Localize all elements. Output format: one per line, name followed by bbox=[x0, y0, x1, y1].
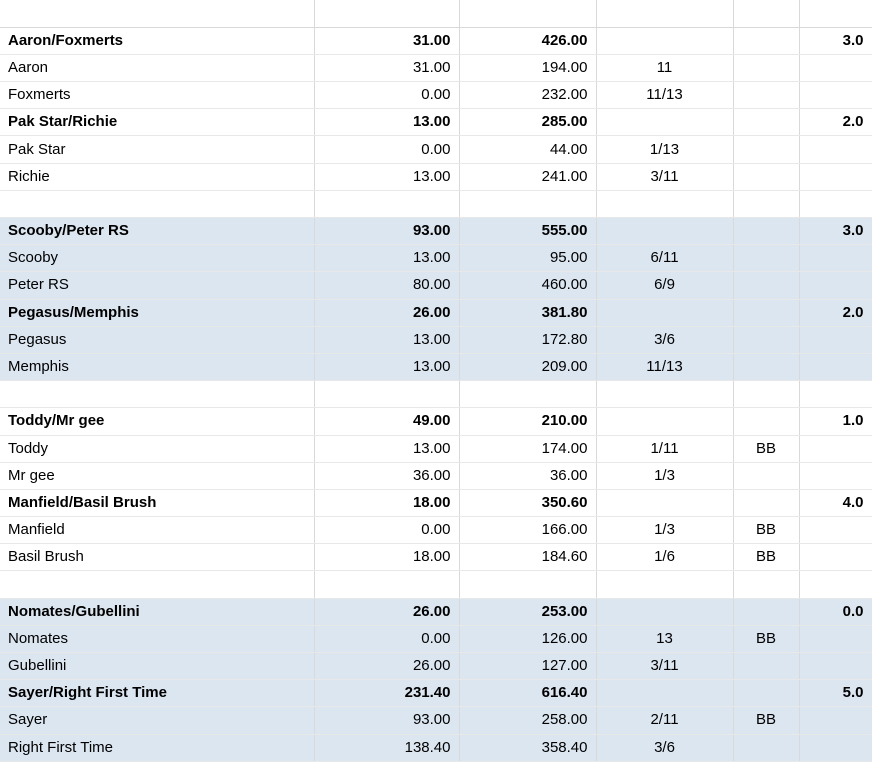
cell-selection[interactable] bbox=[0, 190, 314, 217]
cell-odds[interactable]: 1/13 bbox=[596, 136, 733, 163]
cell-flag[interactable] bbox=[733, 272, 799, 299]
cell-returns[interactable]: 127.00 bbox=[459, 653, 596, 680]
table-row-group[interactable] bbox=[0, 109, 872, 136]
cell-selection[interactable]: Richie bbox=[0, 163, 314, 190]
cell-odds[interactable]: 11/13 bbox=[596, 353, 733, 380]
cell-returns[interactable]: 253.00 bbox=[459, 598, 596, 625]
cell-odds[interactable] bbox=[596, 299, 733, 326]
cell-points[interactable]: 3.0 bbox=[799, 218, 872, 245]
cell-stake[interactable]: 13.00 bbox=[314, 353, 459, 380]
cell-returns[interactable]: 184.60 bbox=[459, 544, 596, 571]
cell-flag[interactable] bbox=[733, 136, 799, 163]
cell-points[interactable] bbox=[799, 462, 872, 489]
cell-stake[interactable]: 36.00 bbox=[314, 462, 459, 489]
cell-selection[interactable] bbox=[0, 0, 314, 27]
cell-returns[interactable]: 555.00 bbox=[459, 218, 596, 245]
cell-selection[interactable]: Scooby bbox=[0, 245, 314, 272]
cell-selection[interactable]: Toddy/Mr gee bbox=[0, 408, 314, 435]
cell-stake[interactable] bbox=[314, 190, 459, 217]
cell-points[interactable] bbox=[799, 544, 872, 571]
cell-points[interactable] bbox=[799, 245, 872, 272]
cell-selection[interactable]: Mr gee bbox=[0, 462, 314, 489]
cell-stake[interactable]: 26.00 bbox=[314, 598, 459, 625]
cell-selection[interactable]: Right First Time bbox=[0, 734, 314, 761]
table-row[interactable] bbox=[0, 653, 872, 680]
cell-points[interactable]: 4.0 bbox=[799, 489, 872, 516]
cell-odds[interactable]: 11/13 bbox=[596, 82, 733, 109]
cell-selection[interactable]: Foxmerts bbox=[0, 82, 314, 109]
table-row[interactable] bbox=[0, 82, 872, 109]
table-row[interactable] bbox=[0, 353, 872, 380]
cell-returns[interactable]: 174.00 bbox=[459, 435, 596, 462]
cell-odds[interactable] bbox=[596, 27, 733, 54]
cell-points[interactable]: 2.0 bbox=[799, 109, 872, 136]
cell-selection[interactable]: Aaron bbox=[0, 54, 314, 81]
cell-selection[interactable]: Pak Star bbox=[0, 136, 314, 163]
table-row[interactable] bbox=[0, 163, 872, 190]
cell-returns[interactable]: 209.00 bbox=[459, 353, 596, 380]
cell-selection[interactable]: Pegasus/Memphis bbox=[0, 299, 314, 326]
cell-returns[interactable]: 426.00 bbox=[459, 27, 596, 54]
cell-selection[interactable] bbox=[0, 381, 314, 408]
cell-flag[interactable] bbox=[733, 353, 799, 380]
table-row[interactable] bbox=[0, 517, 872, 544]
cell-points[interactable] bbox=[799, 734, 872, 761]
cell-flag[interactable] bbox=[733, 109, 799, 136]
cell-flag[interactable]: BB bbox=[733, 544, 799, 571]
table-row-spacer[interactable] bbox=[0, 0, 872, 27]
cell-flag[interactable] bbox=[733, 163, 799, 190]
cell-flag[interactable] bbox=[733, 598, 799, 625]
table-row-group[interactable] bbox=[0, 218, 872, 245]
cell-flag[interactable] bbox=[733, 326, 799, 353]
cell-returns[interactable] bbox=[459, 571, 596, 598]
cell-odds[interactable] bbox=[596, 218, 733, 245]
cell-points[interactable] bbox=[799, 653, 872, 680]
cell-points[interactable]: 5.0 bbox=[799, 680, 872, 707]
cell-odds[interactable]: 11 bbox=[596, 54, 733, 81]
cell-selection[interactable]: Nomates/Gubellini bbox=[0, 598, 314, 625]
table-row[interactable] bbox=[0, 245, 872, 272]
cell-points[interactable] bbox=[799, 707, 872, 734]
cell-odds[interactable] bbox=[596, 598, 733, 625]
cell-selection[interactable]: Memphis bbox=[0, 353, 314, 380]
table-row-group[interactable] bbox=[0, 299, 872, 326]
cell-stake[interactable]: 0.00 bbox=[314, 625, 459, 652]
cell-returns[interactable]: 95.00 bbox=[459, 245, 596, 272]
table-row[interactable] bbox=[0, 326, 872, 353]
cell-returns[interactable]: 460.00 bbox=[459, 272, 596, 299]
cell-stake[interactable]: 49.00 bbox=[314, 408, 459, 435]
table-row[interactable] bbox=[0, 544, 872, 571]
cell-returns[interactable] bbox=[459, 190, 596, 217]
table-row-group[interactable] bbox=[0, 408, 872, 435]
cell-odds[interactable]: 3/6 bbox=[596, 326, 733, 353]
cell-odds[interactable]: 3/11 bbox=[596, 163, 733, 190]
cell-returns[interactable]: 36.00 bbox=[459, 462, 596, 489]
cell-stake[interactable] bbox=[314, 571, 459, 598]
cell-points[interactable] bbox=[799, 381, 872, 408]
cell-points[interactable] bbox=[799, 326, 872, 353]
cell-returns[interactable]: 194.00 bbox=[459, 54, 596, 81]
table-row-spacer[interactable] bbox=[0, 381, 872, 408]
table-row[interactable] bbox=[0, 734, 872, 761]
table-row[interactable] bbox=[0, 272, 872, 299]
cell-returns[interactable]: 172.80 bbox=[459, 326, 596, 353]
cell-returns[interactable]: 126.00 bbox=[459, 625, 596, 652]
cell-points[interactable] bbox=[799, 163, 872, 190]
cell-stake[interactable]: 138.40 bbox=[314, 734, 459, 761]
table-row-group[interactable] bbox=[0, 598, 872, 625]
cell-stake[interactable]: 26.00 bbox=[314, 653, 459, 680]
cell-points[interactable]: 0.0 bbox=[799, 598, 872, 625]
cell-stake[interactable]: 31.00 bbox=[314, 54, 459, 81]
cell-flag[interactable] bbox=[733, 218, 799, 245]
cell-selection[interactable]: Sayer bbox=[0, 707, 314, 734]
cell-flag[interactable]: BB bbox=[733, 517, 799, 544]
cell-stake[interactable]: 0.00 bbox=[314, 82, 459, 109]
cell-points[interactable]: 2.0 bbox=[799, 299, 872, 326]
cell-odds[interactable]: 1/3 bbox=[596, 517, 733, 544]
cell-stake[interactable]: 80.00 bbox=[314, 272, 459, 299]
cell-returns[interactable]: 358.40 bbox=[459, 734, 596, 761]
cell-returns[interactable]: 166.00 bbox=[459, 517, 596, 544]
cell-odds[interactable] bbox=[596, 680, 733, 707]
cell-points[interactable] bbox=[799, 353, 872, 380]
table-row-group[interactable] bbox=[0, 489, 872, 516]
cell-stake[interactable] bbox=[314, 381, 459, 408]
cell-odds[interactable] bbox=[596, 489, 733, 516]
table-row-spacer[interactable] bbox=[0, 190, 872, 217]
cell-stake[interactable]: 13.00 bbox=[314, 326, 459, 353]
cell-returns[interactable] bbox=[459, 0, 596, 27]
cell-stake[interactable]: 13.00 bbox=[314, 245, 459, 272]
table-row[interactable] bbox=[0, 136, 872, 163]
cell-odds[interactable]: 3/11 bbox=[596, 653, 733, 680]
cell-odds[interactable]: 3/6 bbox=[596, 734, 733, 761]
cell-returns[interactable]: 232.00 bbox=[459, 82, 596, 109]
cell-stake[interactable]: 93.00 bbox=[314, 707, 459, 734]
cell-points[interactable] bbox=[799, 435, 872, 462]
cell-points[interactable]: 3.0 bbox=[799, 27, 872, 54]
cell-points[interactable] bbox=[799, 625, 872, 652]
cell-odds[interactable] bbox=[596, 408, 733, 435]
cell-selection[interactable]: Peter RS bbox=[0, 272, 314, 299]
cell-points[interactable] bbox=[799, 54, 872, 81]
table-row-spacer[interactable] bbox=[0, 571, 872, 598]
cell-flag[interactable] bbox=[733, 680, 799, 707]
cell-flag[interactable] bbox=[733, 299, 799, 326]
table-row[interactable] bbox=[0, 54, 872, 81]
cell-flag[interactable] bbox=[733, 489, 799, 516]
cell-flag[interactable] bbox=[733, 462, 799, 489]
cell-flag[interactable] bbox=[733, 381, 799, 408]
table-row[interactable] bbox=[0, 707, 872, 734]
cell-odds[interactable] bbox=[596, 571, 733, 598]
cell-flag[interactable] bbox=[733, 245, 799, 272]
cell-flag[interactable] bbox=[733, 571, 799, 598]
table-row[interactable] bbox=[0, 625, 872, 652]
cell-points[interactable] bbox=[799, 136, 872, 163]
cell-points[interactable] bbox=[799, 272, 872, 299]
cell-points[interactable] bbox=[799, 0, 872, 27]
cell-stake[interactable]: 18.00 bbox=[314, 544, 459, 571]
cell-selection[interactable]: Sayer/Right First Time bbox=[0, 680, 314, 707]
table-row-group[interactable] bbox=[0, 27, 872, 54]
cell-flag[interactable] bbox=[733, 82, 799, 109]
cell-flag[interactable]: BB bbox=[733, 435, 799, 462]
cell-odds[interactable]: 1/6 bbox=[596, 544, 733, 571]
cell-returns[interactable] bbox=[459, 381, 596, 408]
cell-returns[interactable]: 616.40 bbox=[459, 680, 596, 707]
cell-odds[interactable] bbox=[596, 109, 733, 136]
table-row[interactable] bbox=[0, 435, 872, 462]
cell-stake[interactable]: 26.00 bbox=[314, 299, 459, 326]
cell-odds[interactable] bbox=[596, 381, 733, 408]
cell-flag[interactable] bbox=[733, 734, 799, 761]
cell-odds[interactable] bbox=[596, 190, 733, 217]
cell-stake[interactable]: 0.00 bbox=[314, 136, 459, 163]
cell-flag[interactable] bbox=[733, 408, 799, 435]
cell-points[interactable] bbox=[799, 190, 872, 217]
cell-odds[interactable] bbox=[596, 0, 733, 27]
cell-selection[interactable]: Manfield/Basil Brush bbox=[0, 489, 314, 516]
cell-flag[interactable] bbox=[733, 27, 799, 54]
cell-points[interactable] bbox=[799, 82, 872, 109]
cell-selection[interactable] bbox=[0, 571, 314, 598]
cell-selection[interactable]: Pegasus bbox=[0, 326, 314, 353]
cell-selection[interactable]: Scooby/Peter RS bbox=[0, 218, 314, 245]
cell-flag[interactable]: BB bbox=[733, 707, 799, 734]
cell-odds[interactable]: 2/11 bbox=[596, 707, 733, 734]
cell-returns[interactable]: 241.00 bbox=[459, 163, 596, 190]
cell-selection[interactable]: Manfield bbox=[0, 517, 314, 544]
cell-points[interactable] bbox=[799, 517, 872, 544]
cell-flag[interactable] bbox=[733, 653, 799, 680]
cell-stake[interactable]: 13.00 bbox=[314, 435, 459, 462]
cell-selection[interactable]: Nomates bbox=[0, 625, 314, 652]
cell-stake[interactable]: 0.00 bbox=[314, 517, 459, 544]
cell-odds[interactable]: 1/3 bbox=[596, 462, 733, 489]
cell-flag[interactable] bbox=[733, 0, 799, 27]
cell-points[interactable] bbox=[799, 571, 872, 598]
cell-selection[interactable]: Aaron/Foxmerts bbox=[0, 27, 314, 54]
cell-stake[interactable]: 93.00 bbox=[314, 218, 459, 245]
cell-returns[interactable]: 44.00 bbox=[459, 136, 596, 163]
cell-stake[interactable]: 13.00 bbox=[314, 163, 459, 190]
cell-stake[interactable]: 31.00 bbox=[314, 27, 459, 54]
cell-points[interactable]: 1.0 bbox=[799, 408, 872, 435]
cell-flag[interactable] bbox=[733, 54, 799, 81]
cell-flag[interactable] bbox=[733, 190, 799, 217]
cell-returns[interactable]: 210.00 bbox=[459, 408, 596, 435]
cell-odds[interactable]: 6/11 bbox=[596, 245, 733, 272]
table-row[interactable] bbox=[0, 462, 872, 489]
cell-returns[interactable]: 285.00 bbox=[459, 109, 596, 136]
cell-selection[interactable]: Gubellini bbox=[0, 653, 314, 680]
cell-returns[interactable]: 258.00 bbox=[459, 707, 596, 734]
cell-returns[interactable]: 350.60 bbox=[459, 489, 596, 516]
cell-selection[interactable]: Toddy bbox=[0, 435, 314, 462]
cell-returns[interactable]: 381.80 bbox=[459, 299, 596, 326]
cell-odds[interactable]: 6/9 bbox=[596, 272, 733, 299]
cell-stake[interactable]: 13.00 bbox=[314, 109, 459, 136]
cell-odds[interactable]: 13 bbox=[596, 625, 733, 652]
cell-selection[interactable]: Pak Star/Richie bbox=[0, 109, 314, 136]
cell-stake[interactable]: 18.00 bbox=[314, 489, 459, 516]
table-row-group[interactable] bbox=[0, 680, 872, 707]
cell-flag[interactable]: BB bbox=[733, 625, 799, 652]
cell-stake[interactable]: 231.40 bbox=[314, 680, 459, 707]
cell-odds[interactable]: 1/11 bbox=[596, 435, 733, 462]
cell-stake[interactable] bbox=[314, 0, 459, 27]
cell-selection[interactable]: Basil Brush bbox=[0, 544, 314, 571]
